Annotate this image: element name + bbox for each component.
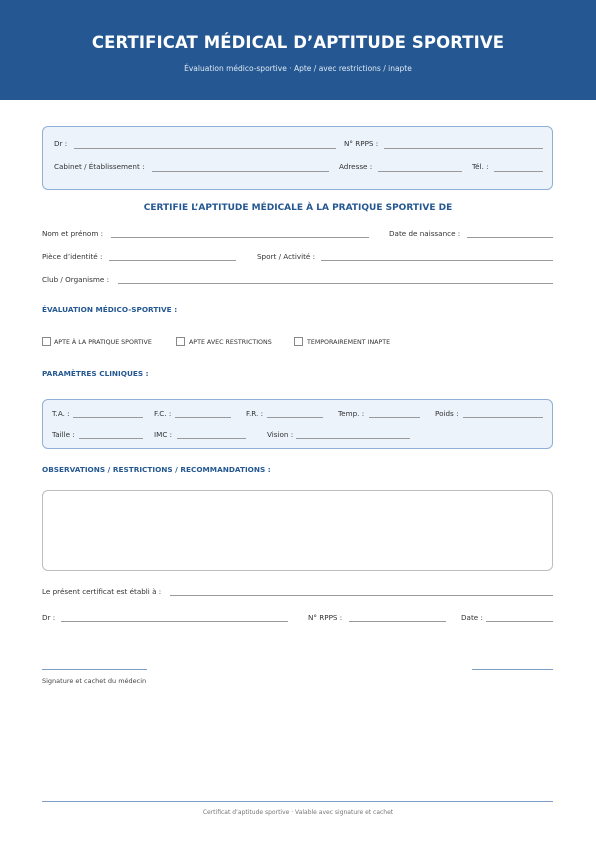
apte-restrictions-checkbox[interactable] [176, 337, 185, 346]
inapte-label: TEMPORAIREMENT INAPTE [307, 339, 391, 346]
birth-date-label: Date de naissance : [389, 229, 461, 238]
doctor-name-label: Dr : [54, 139, 68, 148]
club-field[interactable] [118, 283, 553, 284]
doctor-info-box [42, 126, 553, 190]
height-label: Taille : [52, 430, 75, 439]
bmi-field[interactable] [177, 438, 246, 439]
apte-restrictions-label: APTE AVEC RESTRICTIONS [189, 339, 272, 346]
document-title: CERTIFICAT MÉDICAL D’APTITUDE SPORTIVE [91, 33, 505, 52]
vision-field[interactable] [296, 438, 410, 439]
temp-field[interactable] [369, 417, 420, 418]
closing-date-label: Date : [461, 613, 483, 622]
vision-label: Vision : [267, 430, 294, 439]
header-banner [0, 0, 596, 100]
evaluation-heading: ÉVALUATION MÉDICO-SPORTIVE : [42, 305, 178, 314]
cabinet-label: Cabinet / Établissement : [54, 162, 145, 171]
id-document-label: Pièce d’identité : [42, 252, 103, 261]
patient-name-field[interactable] [111, 237, 369, 238]
height-field[interactable] [79, 438, 143, 439]
doctor-rpps-field[interactable] [384, 148, 543, 149]
fc-field[interactable] [175, 417, 231, 418]
closing-rpps-field[interactable] [349, 621, 446, 622]
id-document-field[interactable] [109, 260, 236, 261]
fr-label: F.R. : [246, 409, 263, 418]
bmi-label: IMC : [154, 430, 173, 439]
ta-label: T.A. : [52, 409, 70, 418]
fc-label: F.C. : [154, 409, 172, 418]
observations-heading: OBSERVATIONS / RESTRICTIONS / RECOMMANDATIONS : [42, 465, 271, 474]
ta-field[interactable] [73, 417, 143, 418]
footer-divider [42, 801, 553, 802]
document-subtitle: Évaluation médico-sportive · Apte / avec restrictions / inapte [184, 64, 412, 73]
inapte-checkbox[interactable] [294, 337, 303, 346]
certify-title: CERTIFIE L’APTITUDE MÉDICALE À LA PRATIQUE SPORTIVE DE [143, 203, 453, 213]
doctor-name-field[interactable] [74, 148, 336, 149]
observations-textarea[interactable] [42, 490, 553, 571]
sport-label: Sport / Activité : [257, 252, 316, 261]
temp-label: Temp. : [338, 409, 365, 418]
signature-line[interactable] [42, 669, 147, 670]
weight-field[interactable] [463, 417, 543, 418]
address-label: Adresse : [339, 162, 373, 171]
stamp-line[interactable] [472, 669, 553, 670]
sport-field[interactable] [321, 260, 553, 261]
club-label: Club / Organisme : [42, 275, 110, 284]
apte-checkbox[interactable] [42, 337, 51, 346]
closing-date-field[interactable] [486, 621, 553, 622]
doctor-rpps-label: N° RPPS : [344, 139, 379, 148]
footer-text: Certificat d’aptitude sportive · Valable avec signature et cachet [202, 809, 394, 816]
clinical-box [42, 399, 553, 449]
birth-date-field[interactable] [467, 237, 553, 238]
signature-caption: Signature et cachet du médecin [42, 677, 147, 685]
closing-rpps-label: N° RPPS : [308, 613, 343, 622]
clinical-heading: PARAMÈTRES CLINIQUES : [42, 369, 149, 378]
phone-label: Tél. : [472, 162, 489, 171]
fr-field[interactable] [267, 417, 323, 418]
address-field[interactable] [378, 171, 462, 172]
established-label: Le présent certificat est établi à : [42, 587, 162, 596]
closing-dr-label: Dr : [42, 613, 56, 622]
cabinet-field[interactable] [152, 171, 329, 172]
patient-name-label: Nom et prénom : [42, 229, 104, 238]
closing-dr-field[interactable] [61, 621, 288, 622]
weight-label: Poids : [435, 409, 459, 418]
apte-label: APTE À LA PRATIQUE SPORTIVE [54, 339, 152, 346]
established-field[interactable] [170, 595, 553, 596]
phone-field[interactable] [494, 171, 543, 172]
